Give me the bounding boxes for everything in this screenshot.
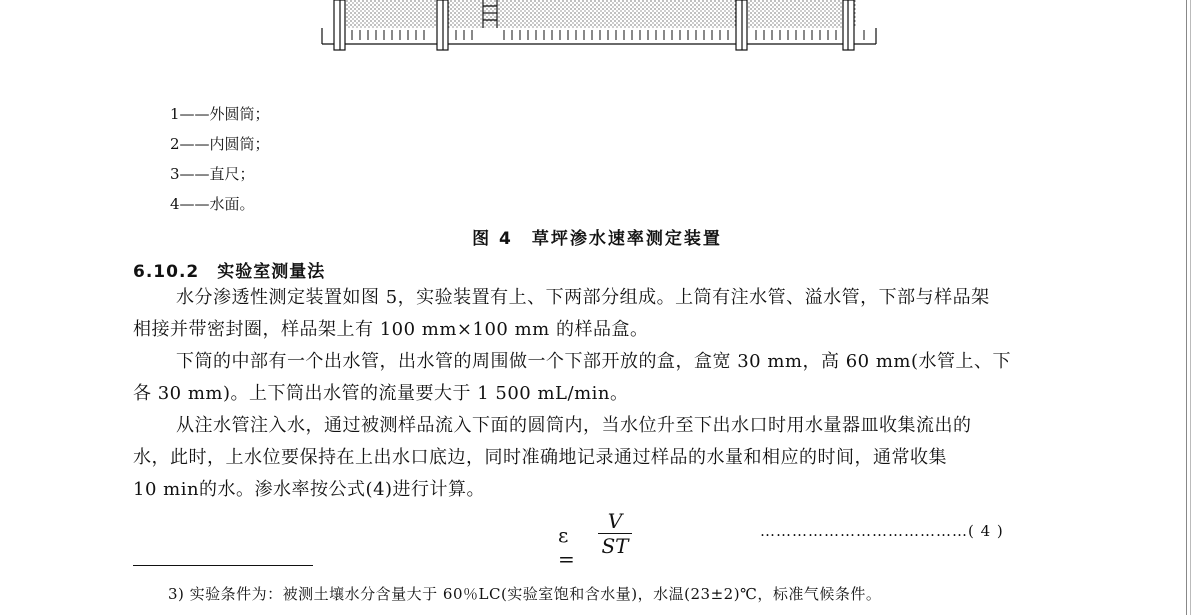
equation-number: …………………………………( 4 ) <box>760 522 1004 540</box>
figure-caption: 图 4 草坪渗水速率测定装置 <box>472 229 722 249</box>
legend-item-inner-cylinder: 2——内圆筒； <box>170 135 270 153</box>
section-number: 6.10.2 <box>133 262 200 282</box>
paragraph-line: 10 min的水。渗水率按公式(4)进行计算。 <box>133 479 486 500</box>
section-title: 实验室测量法 <box>217 262 326 282</box>
paragraph-line: 水，此时，上水位要保持在上出水口底边，同时准确地记录通过样品的水量和相应的时间，通常收集 <box>133 447 947 468</box>
legend-item-water-surface: 4——水面。 <box>170 195 255 213</box>
formula-numerator: V <box>607 509 623 533</box>
formula-denominator: ST <box>601 534 629 558</box>
paragraph-line: 下筒的中部有一个出水管，出水管的周围做一个下部开放的盒，盒宽 30 mm，高 60 mm(水管上、下 <box>176 351 1011 372</box>
figure-apparatus-bottom <box>318 0 880 52</box>
paragraph-line: 从注水管注入水，通过被测样品流入下面的圆筒内，当水位升至下出水口时用水量器皿收集流出的 <box>176 415 972 436</box>
page-edge-line <box>1186 0 1187 615</box>
paragraph-line: 水分渗透性测定装置如图 5，实验装置有上、下两部分组成。上筒有注水管、溢水管，下部与样品架 <box>176 287 990 308</box>
footnote: 3) 实验条件为：被测土壤水分含量大于 60％LC(实验室饱和含水量)，水温(23±2)℃，标准气候条件。 <box>168 585 882 603</box>
footnote-divider <box>133 565 313 566</box>
paragraph-line: 相接并带密封圈，样品架上有 100 mm×100 mm 的样品盒。 <box>133 319 649 340</box>
page-edge-line-outer <box>1190 0 1191 615</box>
legend-item-outer-cylinder: 1——外圆筒； <box>170 105 270 123</box>
section-heading <box>133 257 325 282</box>
formula-lhs: ε = <box>558 523 575 571</box>
formula-fraction <box>598 510 632 557</box>
paragraph-line: 各 30 mm)。上下筒出水管的流量要大于 1 500 mL/min。 <box>133 383 629 404</box>
legend-item-ruler: 3——直尺； <box>170 165 255 183</box>
